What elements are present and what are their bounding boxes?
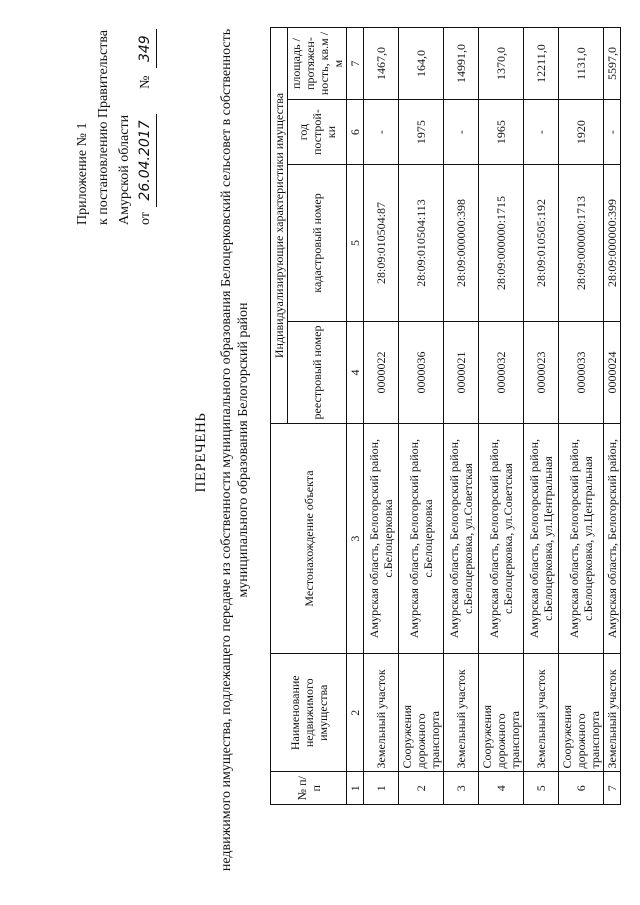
cell-area: 1370,0 [479,28,524,100]
cell-reg: 0000021 [444,321,479,423]
appendix-line-2: к постановлению Правительства [96,29,111,225]
handwritten-number: 349 [135,29,157,68]
header-reg-number: реестровый номер [288,321,347,423]
cell-location: Амурская область, Белогорский район, с.Белоцерковка, ул.Советская [479,424,524,654]
table-row [524,28,559,805]
cell-location: Амурская область, Белогорский район, с.Белоцерковка, ул.Центральная [559,424,604,654]
cell-cadastral: 28:09:010505:192 [524,165,559,322]
header-name: Наименование недвижимого имущества [271,654,347,772]
header-area: площадь / протяжен-ность, кв.м / м [288,28,347,100]
header-characteristics: Индивидуализирующие характеристики имущества [271,28,288,424]
appendix-date-line [135,29,157,225]
property-table [270,27,621,805]
cell-reg: 0000032 [479,321,524,423]
header-cadastral-number: кадастровый номер [288,165,347,322]
cell-area: 1467,0 [364,28,399,100]
table-row [399,28,444,805]
cell-cadastral: 28:09:000000:399 [604,165,621,322]
cell-num: 7 [604,772,621,805]
cell-reg: 0000022 [364,321,399,423]
header-num: № п/п [271,772,347,805]
cell-num: 1 [364,772,399,805]
column-number: 3 [347,424,364,654]
handwritten-date: 26.04.2017 [135,114,157,206]
cell-area: 1131,0 [559,28,604,100]
cell-num: 3 [444,772,479,805]
cell-cadastral: 28:09:000000:398 [444,165,479,322]
cell-location: Амурская область, Белогорский район, с.Белоцерковка, ул.Советская [444,424,479,654]
cell-reg: 0000023 [524,321,559,423]
appendix-line-1: Приложение № 1 [75,122,90,225]
cell-cadastral: 28:09:000000:1715 [479,165,524,322]
cell-reg: 0000024 [604,321,621,423]
appendix-line-3: Амурской области [117,114,132,225]
cell-year: 1920 [559,100,604,165]
cell-area: 164,0 [399,28,444,100]
column-number: 6 [347,100,364,165]
column-number: 1 [347,772,364,805]
cell-reg: 0000036 [399,321,444,423]
cell-area: 14991,0 [444,28,479,100]
cell-year: 1975 [399,100,444,165]
column-number: 7 [347,28,364,100]
number-label: № [138,75,153,89]
cell-name: Сооружения дорожного транспорта [479,654,524,772]
header-location: Местонахождение объекта [271,424,347,654]
cell-num: 5 [524,772,559,805]
cell-location: Амурская область, Белогорский район, с.Белоцерковка [364,424,399,654]
cell-name: Земельный участок [524,654,559,772]
table-row [604,28,621,805]
cell-cadastral: 28:09:010504:113 [399,165,444,322]
cell-year: - [364,100,399,165]
cell-num: 6 [559,772,604,805]
column-number: 4 [347,321,364,423]
cell-name: Сооружения дорожного транспорта [559,654,604,772]
cell-name: Земельный участок [604,654,621,772]
cell-location: Амурская область, Белогорский район, с.Белоцерковка [399,424,444,654]
cell-num: 2 [399,772,444,805]
cell-year: 1965 [479,100,524,165]
cell-num: 4 [479,772,524,805]
table-row [444,28,479,805]
header-year: год построй-ки [288,100,347,165]
cell-year: - [604,100,621,165]
appendix-block [72,29,157,225]
cell-name: Земельный участок [444,654,479,772]
table-row [559,28,604,805]
cell-cadastral: 28:09:010504:87 [364,165,399,322]
cell-reg: 0000033 [559,321,604,423]
document-title: ПЕРЕЧЕНЬ [193,412,209,493]
column-number: 2 [347,654,364,772]
cell-cadastral: 28:09:000000:1713 [559,165,604,322]
cell-area: 12211,0 [524,28,559,100]
table-row [479,28,524,805]
table-row [364,28,399,805]
cell-location: Амурская область, Белогорский район, [604,424,621,654]
column-number: 5 [347,165,364,322]
document-subtitle: недвижимого имущества, подлежащего передаче из собственности муниципального образования Белоцерковский сельсовет в собственность муниципального образования Белогорский район [219,28,251,872]
cell-location: Амурская область, Белогорский район, с.Белоцерковка, ул.Центральная [524,424,559,654]
cell-name: Земельный участок [364,654,399,772]
column-number-row [347,28,364,805]
cell-year: - [524,100,559,165]
date-label: от [138,212,153,225]
cell-year: - [444,100,479,165]
cell-area: 5597,0 [604,28,621,100]
cell-name: Сооружения дорожного транспорта [399,654,444,772]
